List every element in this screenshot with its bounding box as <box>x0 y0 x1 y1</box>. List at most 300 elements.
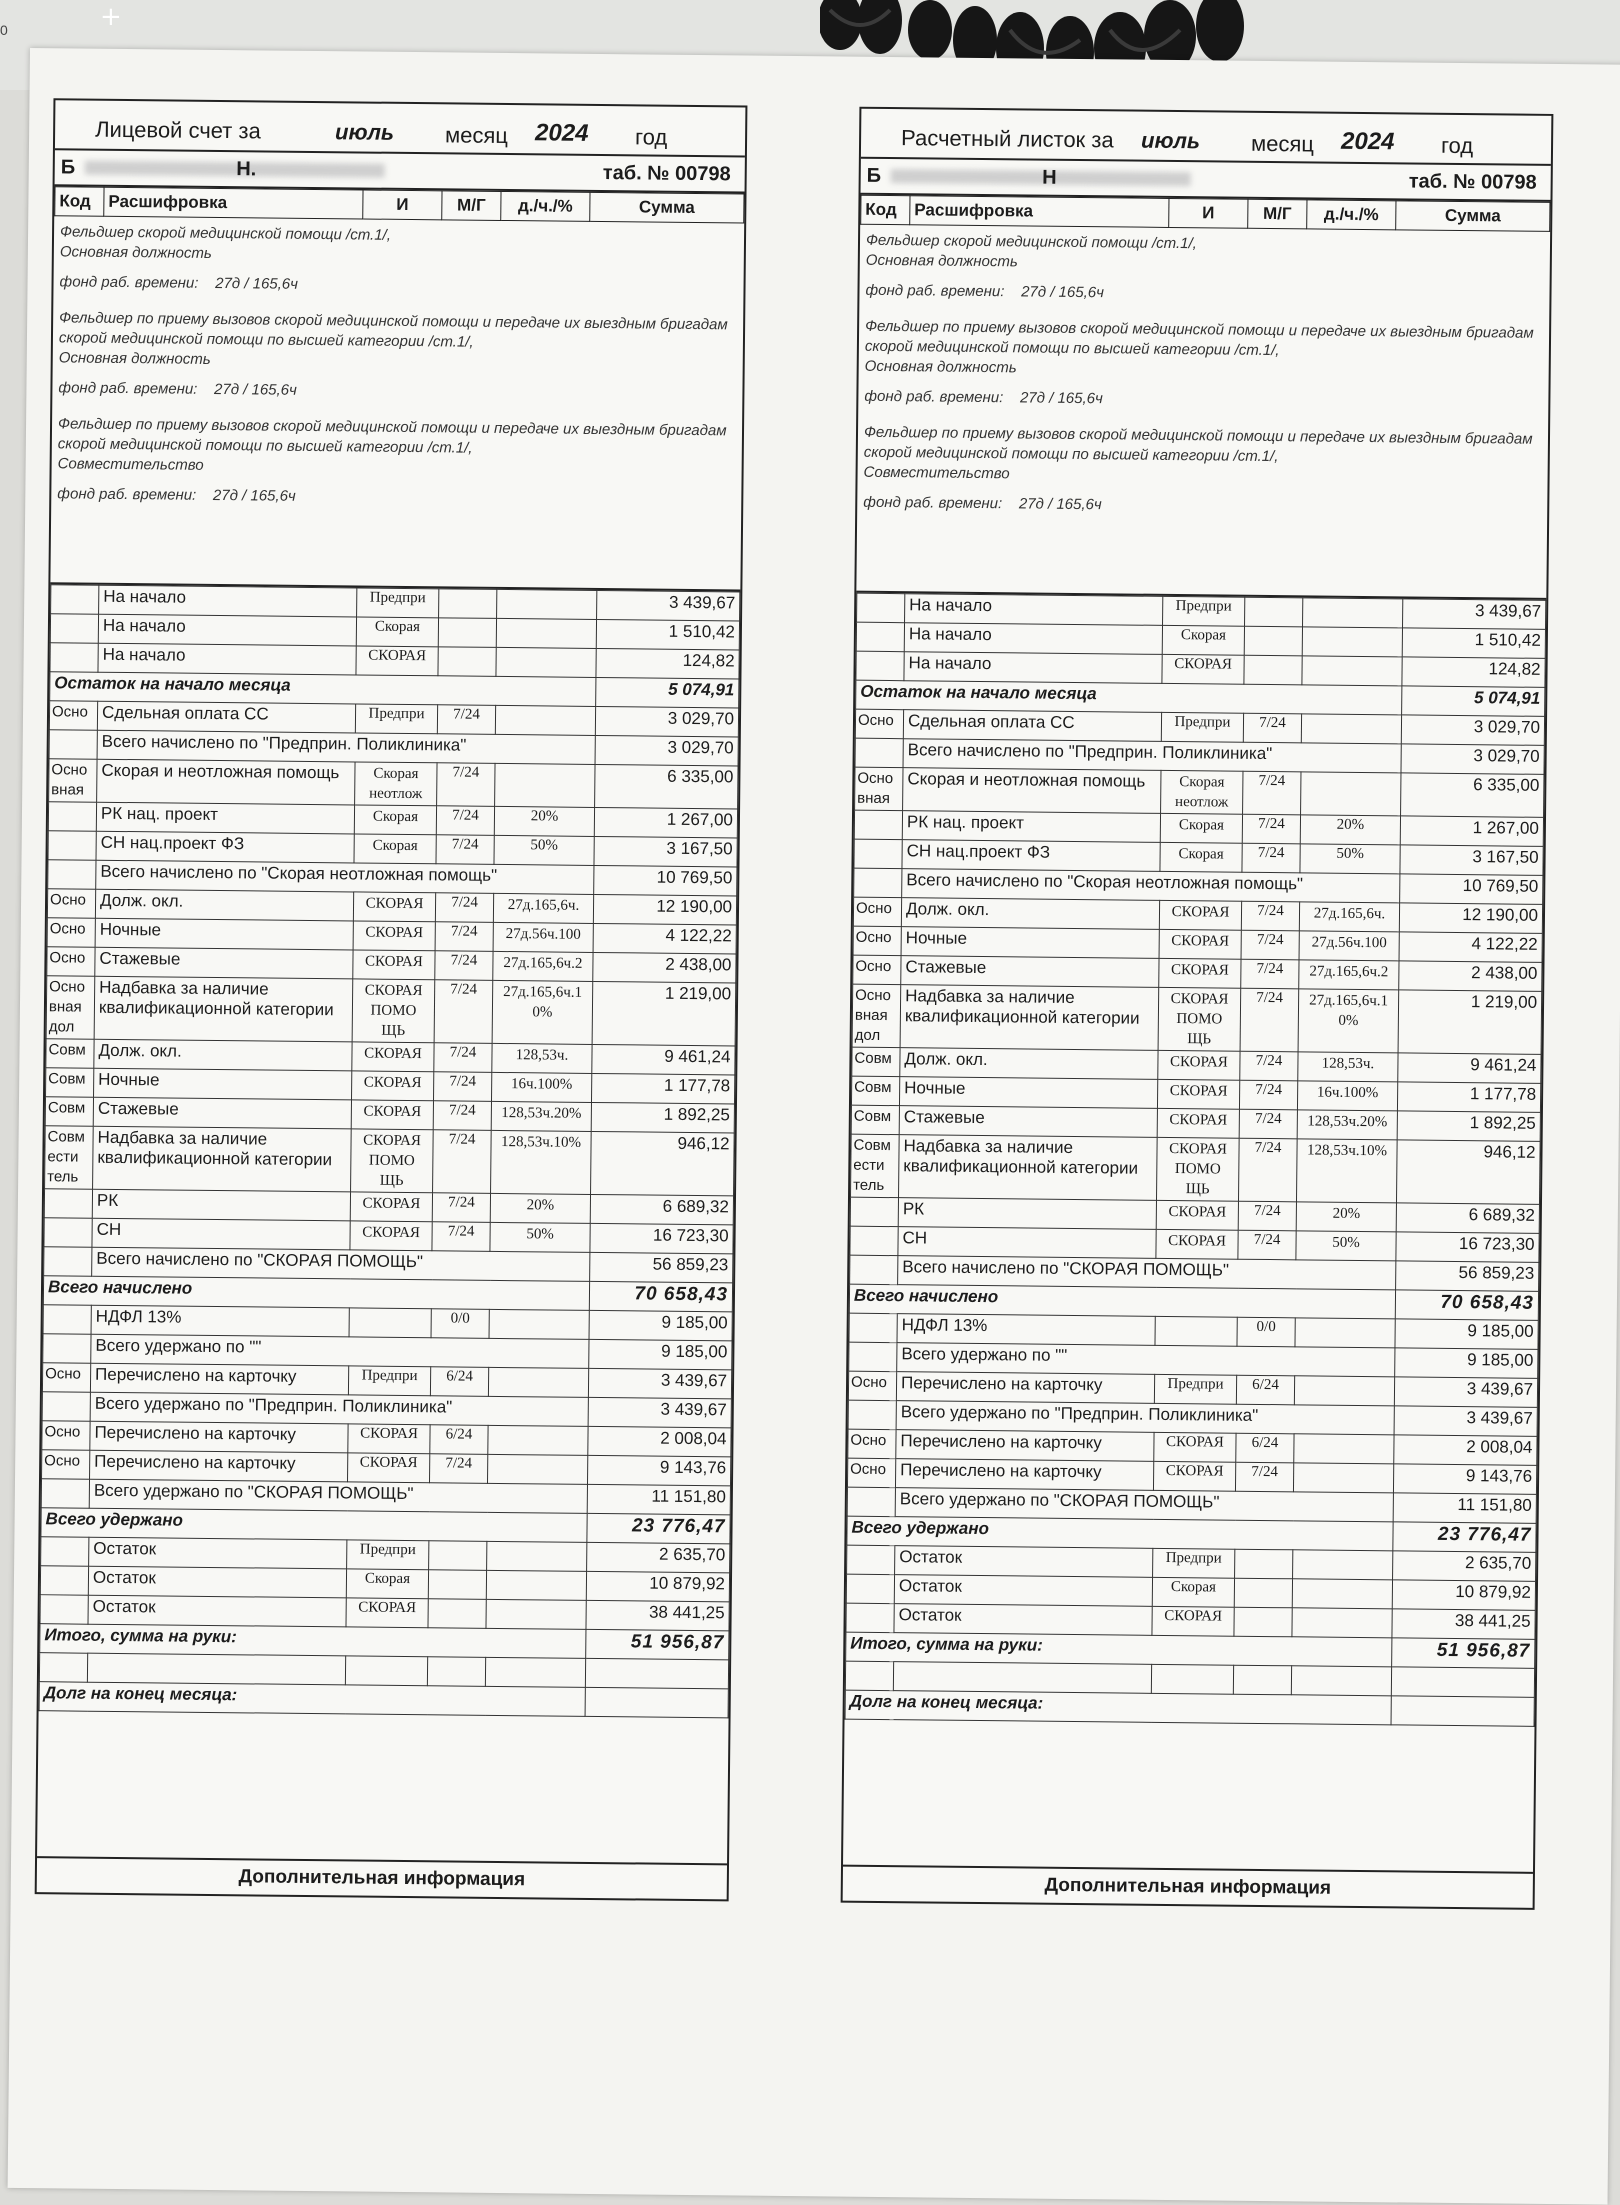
sum-cell: 1 267,00 <box>594 807 737 837</box>
mg-cell <box>428 1599 486 1629</box>
subtotal-sum: 9 185,00 <box>1395 1348 1538 1378</box>
pct-cell: 20% <box>1300 815 1400 845</box>
pct-cell <box>487 1454 587 1484</box>
fund-3 <box>57 484 735 511</box>
accrual-label: Сдельная оплата СС <box>903 710 1161 742</box>
sum-cell: 1 892,25 <box>1397 1111 1540 1141</box>
code-cell <box>43 1305 91 1335</box>
sum-cell: 124,82 <box>596 648 739 678</box>
fund-value: 27д / 165,6ч <box>1018 495 1102 514</box>
mg-cell <box>429 1541 487 1571</box>
subtotal-sum: 3 029,70 <box>1401 744 1544 774</box>
position-type: Основная должность <box>864 357 1017 377</box>
col-sum: Сумма <box>1396 201 1550 232</box>
col-desc: Расшифровка <box>104 187 363 219</box>
sum-cell: 12 190,00 <box>593 894 736 924</box>
source-cell: СКОРАЯ ПОМО ЩЬ <box>1156 1137 1239 1201</box>
position-type: Основная должность <box>59 243 212 262</box>
source-cell: Скорая <box>1152 1577 1234 1607</box>
sum-cell: 6 335,00 <box>595 764 738 808</box>
code-cell <box>44 1247 92 1277</box>
accrual-label: РК нац. проект <box>96 802 354 834</box>
source-cell: СКОРАЯ <box>353 950 435 980</box>
pct-cell: 20% <box>1296 1202 1396 1232</box>
pct-cell: 27д.56ч.100 <box>1299 931 1399 961</box>
sum-cell: 12 190,00 <box>1399 903 1542 933</box>
blank-cell <box>893 1662 1151 1694</box>
pct-cell <box>486 1599 586 1629</box>
mg-cell: 7/24 <box>429 1454 487 1484</box>
code-cell <box>44 1189 92 1219</box>
doc-year-word: год <box>1440 132 1474 159</box>
code-cell <box>854 810 902 840</box>
sum-cell: 9 185,00 <box>1395 1319 1538 1349</box>
position-type: Основная должность <box>58 349 211 368</box>
pct-cell: 27д.165,6ч. <box>1299 902 1399 932</box>
subtotal-sum: 11 151,80 <box>1393 1493 1536 1523</box>
net-label: Итого, сумма на руки: <box>846 1632 1392 1667</box>
mg-cell: 7/24 <box>432 1222 490 1252</box>
mg-cell: 7/24 <box>437 763 495 807</box>
pct-cell: 128,53ч.20% <box>1297 1110 1397 1140</box>
source-cell: СКОРАЯ <box>353 892 435 922</box>
accrual-label: СН нац.проект ФЗ <box>902 840 1160 872</box>
code-cell <box>42 1392 90 1422</box>
debt-sum <box>1391 1696 1534 1726</box>
sum-cell: 6 689,32 <box>590 1194 733 1224</box>
mg-cell: 7/24 <box>1241 930 1299 960</box>
code-cell <box>854 839 902 869</box>
transfer-label: Перечислено на карточку <box>895 1459 1153 1491</box>
subtotal-sum: 10 769,50 <box>594 865 737 895</box>
sum-cell: 4 122,22 <box>593 923 736 953</box>
sum-cell: 124,82 <box>1402 657 1545 687</box>
subtotal-sum: 9 185,00 <box>589 1339 732 1369</box>
position-title: Фельдшер скорой медицинской помощи /ст.1/, <box>59 223 392 244</box>
col-i: И <box>363 190 442 220</box>
accrual-label: Стажевые <box>95 947 353 979</box>
sum-cell: 2 008,04 <box>1394 1435 1537 1465</box>
mg-cell <box>1235 1549 1293 1579</box>
code-cell <box>847 1487 895 1517</box>
accrual-row <box>49 759 738 809</box>
position-3 <box>58 414 737 481</box>
mg-cell: 7/24 <box>1238 1138 1297 1202</box>
pct-cell <box>1292 1608 1392 1638</box>
code-cell <box>41 1537 89 1567</box>
code-cell: Совм ести тель <box>45 1126 94 1189</box>
doc-year: 2024 <box>534 119 589 147</box>
employee-surname: Б <box>60 156 76 179</box>
code-cell <box>854 868 902 898</box>
mg-cell: 0/0 <box>1237 1317 1295 1347</box>
mg-cell: 7/24 <box>436 835 494 865</box>
accrual-row <box>852 984 1542 1054</box>
position-2 <box>59 308 738 375</box>
sum-cell: 3 439,67 <box>1394 1377 1537 1407</box>
source-cell: СКОРАЯ <box>1157 1079 1239 1109</box>
col-code: Код <box>861 195 910 225</box>
pct-cell: 128,53ч.20% <box>491 1101 591 1131</box>
header-title-row <box>861 109 1551 166</box>
source-cell: СКОРАЯ <box>1156 1200 1238 1230</box>
additional-info: Дополнительная информация <box>843 1865 1533 1908</box>
mg-cell: 6/24 <box>1236 1375 1294 1405</box>
net-sum: 51 956,87 <box>586 1629 729 1659</box>
source-cell: СКОРАЯ <box>1152 1606 1234 1636</box>
code-cell <box>845 1661 893 1691</box>
pct-cell <box>1293 1550 1393 1580</box>
source-cell <box>1155 1316 1237 1346</box>
sum-cell: 16 723,30 <box>590 1223 733 1253</box>
tax-label: НДФЛ 13% <box>91 1305 349 1337</box>
code-cell: Совм ести тель <box>851 1134 900 1197</box>
opening-label: На начало <box>98 614 356 646</box>
mg-cell <box>1244 626 1302 656</box>
mg-cell: 7/24 <box>1239 1080 1297 1110</box>
debt-label: Долг на конец месяца: <box>39 1682 585 1717</box>
code-cell <box>850 1197 898 1227</box>
col-mg: М/Г <box>1248 199 1307 229</box>
code-cell <box>48 802 96 832</box>
source-cell: Предпри <box>348 1366 430 1396</box>
mg-cell: 7/24 <box>434 980 493 1044</box>
accrual-row <box>45 1126 735 1196</box>
mg-cell: 7/24 <box>1242 843 1300 873</box>
tax-label: НДФЛ 13% <box>897 1314 1155 1346</box>
position-title: Фельдшер скорой медицинской помощи /ст.1/, <box>865 231 1197 253</box>
subtotal-sum: 56 859,23 <box>590 1252 733 1282</box>
sum-cell: 3 439,67 <box>588 1368 731 1398</box>
pct-cell <box>1292 1579 1392 1609</box>
mg-cell: 7/24 <box>1239 1109 1297 1139</box>
sum-cell: 10 879,92 <box>586 1571 729 1601</box>
doc-title: Лицевой счет за <box>95 116 261 144</box>
total-label: Остаток на начало месяца <box>50 672 596 707</box>
source-cell: СКОРАЯ <box>1159 958 1241 988</box>
source-cell <box>349 1308 431 1338</box>
source-cell: СКОРАЯ ПОМО ЩЬ <box>352 979 435 1043</box>
sum-cell: 9 461,24 <box>1398 1053 1541 1083</box>
accrual-label: Ночные <box>94 1068 352 1100</box>
code-cell <box>847 1545 895 1575</box>
pct-cell <box>1302 656 1402 686</box>
code-cell: Осно <box>42 1421 90 1451</box>
fund-label: фонд раб. времени: <box>58 379 198 398</box>
code-cell <box>849 1313 897 1343</box>
position-type: Совместительство <box>863 463 1010 483</box>
col-code: Код <box>55 187 104 217</box>
sum-cell: 946,12 <box>591 1131 735 1195</box>
pct-cell <box>1301 714 1401 744</box>
additional-info: Дополнительная информация <box>37 1856 727 1899</box>
balance-label: Остаток <box>894 1575 1152 1607</box>
source-cell: Предпри <box>1163 596 1245 626</box>
pct-cell: 20% <box>494 806 594 836</box>
accrual-label: Долж. окл. <box>94 1039 352 1071</box>
position-title: Фельдшер по приему вызовов скорой медицинской помощи и передаче их выездным бригадам скорой медицинской помощи по высшей категории /ст.1/, <box>58 309 728 351</box>
mg-cell: 7/24 <box>437 705 495 735</box>
pct-cell <box>1301 772 1401 816</box>
mg-cell: 7/24 <box>1240 988 1299 1052</box>
pct-cell: 27д.165,6ч. <box>493 893 593 923</box>
sum-cell: 38 441,25 <box>1392 1609 1535 1639</box>
source-cell: Предпри <box>347 1540 429 1570</box>
accrual-label: Долж. окл. <box>95 889 353 921</box>
opening-label: На начало <box>98 643 356 675</box>
position-title: Фельдшер по приему вызовов скорой медицинской помощи и передаче их выездным бригадам скорой медицинской помощи по высшей категории /ст.1/, <box>57 415 727 457</box>
accrual-label: РК <box>898 1198 1156 1230</box>
subtotal-sum: 3 439,67 <box>588 1397 731 1427</box>
transfer-label: Перечислено на карточку <box>90 1421 348 1453</box>
source-cell: Скорая <box>356 617 438 647</box>
pct-cell: 16ч.100% <box>1297 1081 1397 1111</box>
total-label: Остаток на начало месяца <box>856 680 1402 715</box>
code-cell <box>50 614 98 644</box>
fund-value: 27д / 165,6ч <box>212 486 296 505</box>
pct-cell <box>1294 1434 1394 1464</box>
code-cell: Осно <box>853 955 901 985</box>
subtotal-label: Всего начислено по "Предприн. Поликлиника" <box>903 739 1401 773</box>
code-cell <box>855 738 903 768</box>
fund-2 <box>864 387 1542 414</box>
source-cell: СКОРАЯ <box>346 1598 428 1628</box>
fund-value: 27д / 165,6ч <box>1021 283 1104 302</box>
employee-initial: Н. <box>236 158 257 181</box>
subtotal-label: Всего начислено по "Скорая неотложная помощь" <box>902 869 1400 903</box>
mg-cell: 7/24 <box>432 1193 490 1223</box>
accrual-label: Надбавка за наличие квалификационной категории <box>900 985 1159 1051</box>
debt-row <box>845 1690 1534 1726</box>
code-cell: Осно <box>848 1371 896 1401</box>
pct-cell: 27д.165,6ч.1 0% <box>1298 989 1399 1053</box>
fund-value: 27д / 165,6ч <box>213 380 297 399</box>
pct-cell <box>486 1570 586 1600</box>
pct-cell: 20% <box>490 1193 590 1223</box>
code-cell: Совм <box>45 1097 93 1127</box>
source-cell: СКОРАЯ <box>1154 1432 1236 1462</box>
fund-2 <box>58 378 736 405</box>
source-cell: Предпри <box>1153 1548 1235 1578</box>
doc-year-word: год <box>634 124 668 150</box>
col-mg: М/Г <box>442 191 501 221</box>
accrual-label: Скорая и неотложная помощь <box>903 768 1161 814</box>
pct-cell: 27д.165,6ч.2 <box>493 951 593 981</box>
doc-month-word: месяц <box>444 122 509 149</box>
source-cell: Скорая <box>1160 842 1242 872</box>
subtotal-sum: 10 769,50 <box>1400 874 1543 904</box>
employee-row <box>55 150 745 193</box>
mg-cell <box>1234 1607 1292 1637</box>
pct-cell <box>495 705 595 735</box>
accrual-label: СН <box>898 1227 1156 1259</box>
accrual-label: Ночные <box>95 918 353 950</box>
pct-cell <box>1294 1376 1394 1406</box>
grand-label: Всего удержано <box>847 1516 1393 1551</box>
code-cell <box>846 1603 894 1633</box>
mg-cell: 7/24 <box>435 893 493 923</box>
payslip-left <box>35 98 748 1901</box>
blank-cell <box>87 1653 345 1685</box>
code-cell <box>856 651 904 681</box>
accrual-row <box>851 1134 1541 1204</box>
pct-cell: 27д.165,6ч.1 0% <box>492 980 593 1044</box>
position-1 <box>60 222 738 269</box>
mg-cell: 7/24 <box>435 951 493 981</box>
blank-cell <box>427 1657 485 1687</box>
balance-label: Остаток <box>88 1595 346 1627</box>
blank-cell <box>1151 1664 1233 1694</box>
balance-label: Остаток <box>88 1566 346 1598</box>
pct-cell: 50% <box>490 1222 590 1252</box>
subtotal-label: Всего начислено по "Предприн. Поликлиника" <box>97 730 595 764</box>
transfer-label: Перечислено на карточку <box>90 1450 348 1482</box>
positions-block <box>50 216 744 591</box>
accrual-label: Скорая и неотложная помощь <box>97 759 355 805</box>
code-cell <box>50 643 98 673</box>
fund-3 <box>863 493 1541 520</box>
fund-value: 27д / 165,6ч <box>215 274 299 293</box>
corner-zero-glyph: 0 <box>0 22 8 38</box>
doc-month-word: месяц <box>1250 130 1315 157</box>
code-cell: Совм <box>852 1047 900 1077</box>
subtotal-label: Всего удержано по "" <box>91 1334 589 1368</box>
subtotal-label: Всего удержано по "СКОРАЯ ПОМОЩЬ" <box>895 1488 1393 1522</box>
transfer-label: Перечислено на карточку <box>896 1372 1154 1404</box>
source-cell: Предпри <box>1161 712 1243 742</box>
employee-name <box>61 156 257 181</box>
mg-cell: 7/24 <box>435 922 493 952</box>
sum-cell: 3 439,67 <box>1403 599 1546 629</box>
mg-cell <box>428 1570 486 1600</box>
source-cell: Предпри <box>355 704 437 734</box>
col-sum: Сумма <box>590 192 744 223</box>
accrual-label: Надбавка за наличие квалификационной категории <box>94 976 353 1042</box>
accrual-label: СН нац.проект ФЗ <box>96 831 354 863</box>
subtotal-sum: 3 439,67 <box>1394 1406 1537 1436</box>
total-sum: 5 074,91 <box>596 677 739 707</box>
code-cell <box>849 1342 897 1372</box>
pct-cell: 50% <box>1300 844 1400 874</box>
employee-surname: Б <box>866 164 882 187</box>
code-cell: Осно вная <box>855 767 903 811</box>
position-title: Фельдшер по приему вызовов скорой медицинской помощи и передаче их выездным бригадам скорой медицинской помощи по высшей категории /ст.1/, <box>864 317 1534 360</box>
mg-cell: 7/24 <box>1238 1230 1296 1260</box>
source-cell: СКОРАЯ <box>351 1100 433 1130</box>
sum-cell: 1 510,42 <box>1402 628 1545 658</box>
mg-cell <box>438 647 496 677</box>
code-cell: Совм <box>46 1039 94 1069</box>
source-cell: Скорая <box>1160 813 1242 843</box>
mg-cell: 7/24 <box>1243 771 1301 815</box>
code-cell <box>857 593 905 623</box>
mg-cell <box>1234 1578 1292 1608</box>
mg-cell <box>438 618 496 648</box>
blank-cell <box>585 1658 728 1688</box>
sum-cell: 2 438,00 <box>593 952 736 982</box>
position-type: Совместительство <box>57 455 204 474</box>
code-cell: Осно <box>853 926 901 956</box>
accrual-row <box>855 767 1544 817</box>
grand-label: Всего начислено <box>849 1284 1395 1319</box>
opening-label: На начало <box>99 585 357 617</box>
code-cell <box>40 1566 88 1596</box>
col-pct: д./ч./% <box>1307 200 1396 230</box>
subtotal-sum: 3 029,70 <box>595 735 738 765</box>
sum-cell: 10 879,92 <box>1392 1580 1535 1610</box>
sum-cell: 6 689,32 <box>1396 1203 1539 1233</box>
source-cell: СКОРАЯ <box>352 1042 434 1072</box>
grand-sum: 23 776,47 <box>1393 1522 1536 1552</box>
source-cell: СКОРАЯ <box>348 1453 430 1483</box>
sum-cell: 2 438,00 <box>1399 961 1542 991</box>
pct-cell: 128,53ч.10% <box>1296 1139 1397 1203</box>
mg-cell: 7/24 <box>1240 1051 1298 1081</box>
col-pct: д./ч./% <box>501 191 590 221</box>
balance-label: Остаток <box>895 1546 1153 1578</box>
mg-cell: 6/24 <box>430 1425 488 1455</box>
fund-1 <box>59 272 737 299</box>
accrual-label: Долж. окл. <box>901 898 1159 930</box>
pct-cell: 128,53ч.10% <box>491 1130 592 1194</box>
subtotal-sum: 56 859,23 <box>1396 1261 1539 1291</box>
employee-initial: Н <box>1042 166 1057 189</box>
pct-cell: 128,53ч. <box>1298 1052 1398 1082</box>
source-cell: СКОРАЯ <box>1158 1050 1240 1080</box>
accrual-label: Долж. окл. <box>900 1048 1158 1080</box>
code-cell <box>40 1595 88 1625</box>
blank-cell <box>485 1657 585 1687</box>
sum-cell: 3 029,70 <box>595 706 738 736</box>
pct-cell: 50% <box>1296 1231 1396 1261</box>
source-cell: Предпри <box>357 588 439 618</box>
code-cell <box>48 831 96 861</box>
position-type: Основная должность <box>865 251 1018 271</box>
source-cell: Скорая <box>354 805 436 835</box>
source-cell: Скорая <box>346 1569 428 1599</box>
doc-title: Расчетный листок за <box>900 125 1114 153</box>
payslip-right <box>841 107 1554 1910</box>
code-cell: Осно вная дол <box>46 976 95 1039</box>
header-title-row <box>55 100 745 157</box>
accrual-label: РК <box>92 1189 350 1221</box>
source-cell: СКОРАЯ <box>348 1424 430 1454</box>
accrual-label: СН <box>92 1218 350 1250</box>
code-cell: Совм <box>851 1076 899 1106</box>
code-cell: Осно <box>853 897 901 927</box>
sum-cell: 9 143,76 <box>587 1455 730 1485</box>
mg-cell: 7/24 <box>433 1130 492 1194</box>
blank-cell <box>1391 1667 1534 1697</box>
sum-cell: 3 029,70 <box>1401 715 1544 745</box>
accrual-label: РК нац. проект <box>902 811 1160 843</box>
code-cell <box>39 1653 87 1683</box>
pct-cell <box>1295 1318 1395 1348</box>
net-sum: 51 956,87 <box>1392 1638 1535 1668</box>
pct-cell <box>496 618 596 648</box>
sum-cell: 1 177,78 <box>1397 1082 1540 1112</box>
sum-cell: 2 635,70 <box>1393 1551 1536 1581</box>
source-cell: СКОРАЯ <box>1162 654 1244 684</box>
pct-cell <box>496 647 596 677</box>
position-3 <box>863 423 1542 490</box>
source-cell: Скорая неотлож <box>1161 770 1243 814</box>
pct-cell <box>497 589 597 619</box>
mg-cell: 6/24 <box>1236 1433 1294 1463</box>
pct-cell <box>489 1309 589 1339</box>
source-cell: СКОРАЯ <box>352 1071 434 1101</box>
pct-cell <box>1302 627 1402 657</box>
